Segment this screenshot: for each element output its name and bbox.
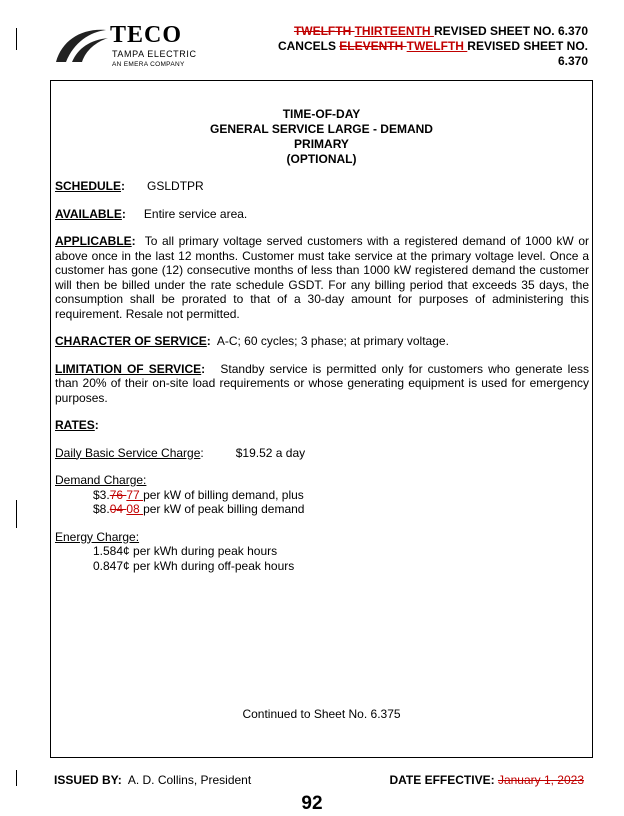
sheet-header	[278, 24, 588, 69]
demand-rate-1: $3.76 77 per kW of billing demand, plus	[93, 487, 304, 502]
energy-rate-1: 1.584¢ per kWh during peak hours	[93, 544, 278, 558]
energy-charge: Energy Charge: 1.584¢ per kWh during peak hours 0.847¢ per kWh during off-peak hours	[55, 530, 589, 574]
logo-name: TECO	[110, 22, 183, 48]
revision-bar	[16, 28, 17, 50]
schedule-section: SCHEDULE: GSLDTPR	[55, 179, 204, 193]
sheet-header-line3: 6.370	[557, 54, 588, 68]
logo-tagline: AN EMERA COMPANY	[112, 61, 185, 68]
logo-subtitle: TAMPA ELECTRIC	[112, 49, 197, 59]
inserted-text: 77	[126, 487, 144, 502]
teco-logo	[52, 20, 227, 70]
deleted-text: 76	[109, 487, 127, 502]
revision-bar	[16, 770, 17, 786]
limitation-section: LIMITATION OF SERVICE: Standby service is permitted only for customers who generate less than 20% of their on-site load requirements or whose generating equipment is used for emergency purposes.	[55, 361, 589, 405]
demand-rate-2: $8.04 08 per kW of peak billing demand	[93, 502, 305, 516]
issued-by: ISSUED BY: A. D. Collins, President	[54, 773, 252, 787]
sheet-header-line2: CANCELS ELEVENTH TWELFTH REVISED SHEET NO.	[277, 39, 588, 53]
page-number: 92	[301, 793, 323, 814]
continued-note: Continued to Sheet No. 6.375	[242, 707, 401, 721]
sheet-title: TIME-OF-DAY GENERAL SERVICE LARGE - DEMAND PRIMARY (OPTIONAL)	[210, 107, 433, 166]
teco-swoosh-icon	[52, 24, 110, 66]
deleted-text: ELEVENTH	[339, 39, 407, 53]
sheet-content	[55, 179, 589, 573]
deleted-text: TWELFTH	[293, 24, 355, 38]
demand-charge: Demand Charge: $3.76 77 per kW of billing demand, plus $8.04 08 per kW of peak billing demand	[55, 473, 589, 517]
inserted-text: THIRTEENTH	[354, 24, 434, 38]
tariff-sheet-box	[50, 80, 593, 758]
deleted-text: 04	[109, 502, 127, 516]
energy-rate-2: 0.847¢ per kWh during off-peak hours	[93, 558, 295, 573]
rates-heading: RATES:	[55, 418, 99, 432]
inserted-text: TWELFTH	[406, 39, 468, 53]
date-effective: DATE EFFECTIVE: January 1, 2023	[389, 773, 584, 787]
sheet-header-line1: TWELFTH THIRTEENTH REVISED SHEET NO. 6.370	[293, 24, 588, 38]
inserted-text: 08	[126, 502, 144, 516]
daily-charge: Daily Basic Service Charge: $19.52 a day	[55, 445, 306, 460]
revision-bar	[16, 500, 17, 528]
applicable-section: APPLICABLE: To all primary voltage served customers with a registered demand of 1000 kW or above once in the last 12 months. Customer must take service at the primary voltage level. Once a customer has gone (12) consecutive months of less than 1000 kW registered demand the customer will then be billed under the rate schedule GSDT. For any billing period that exceeds 35 days, the consumption shall be prorated to that of a 30-day amount for purposes of administering this requirement. Resale not permitted.	[55, 234, 589, 321]
deleted-text: January 1, 2023	[497, 773, 584, 787]
character-section: CHARACTER OF SERVICE: A-C; 60 cycles; 3 phase; at primary voltage.	[55, 334, 449, 348]
available-section: AVAILABLE: Entire service area.	[55, 206, 248, 221]
